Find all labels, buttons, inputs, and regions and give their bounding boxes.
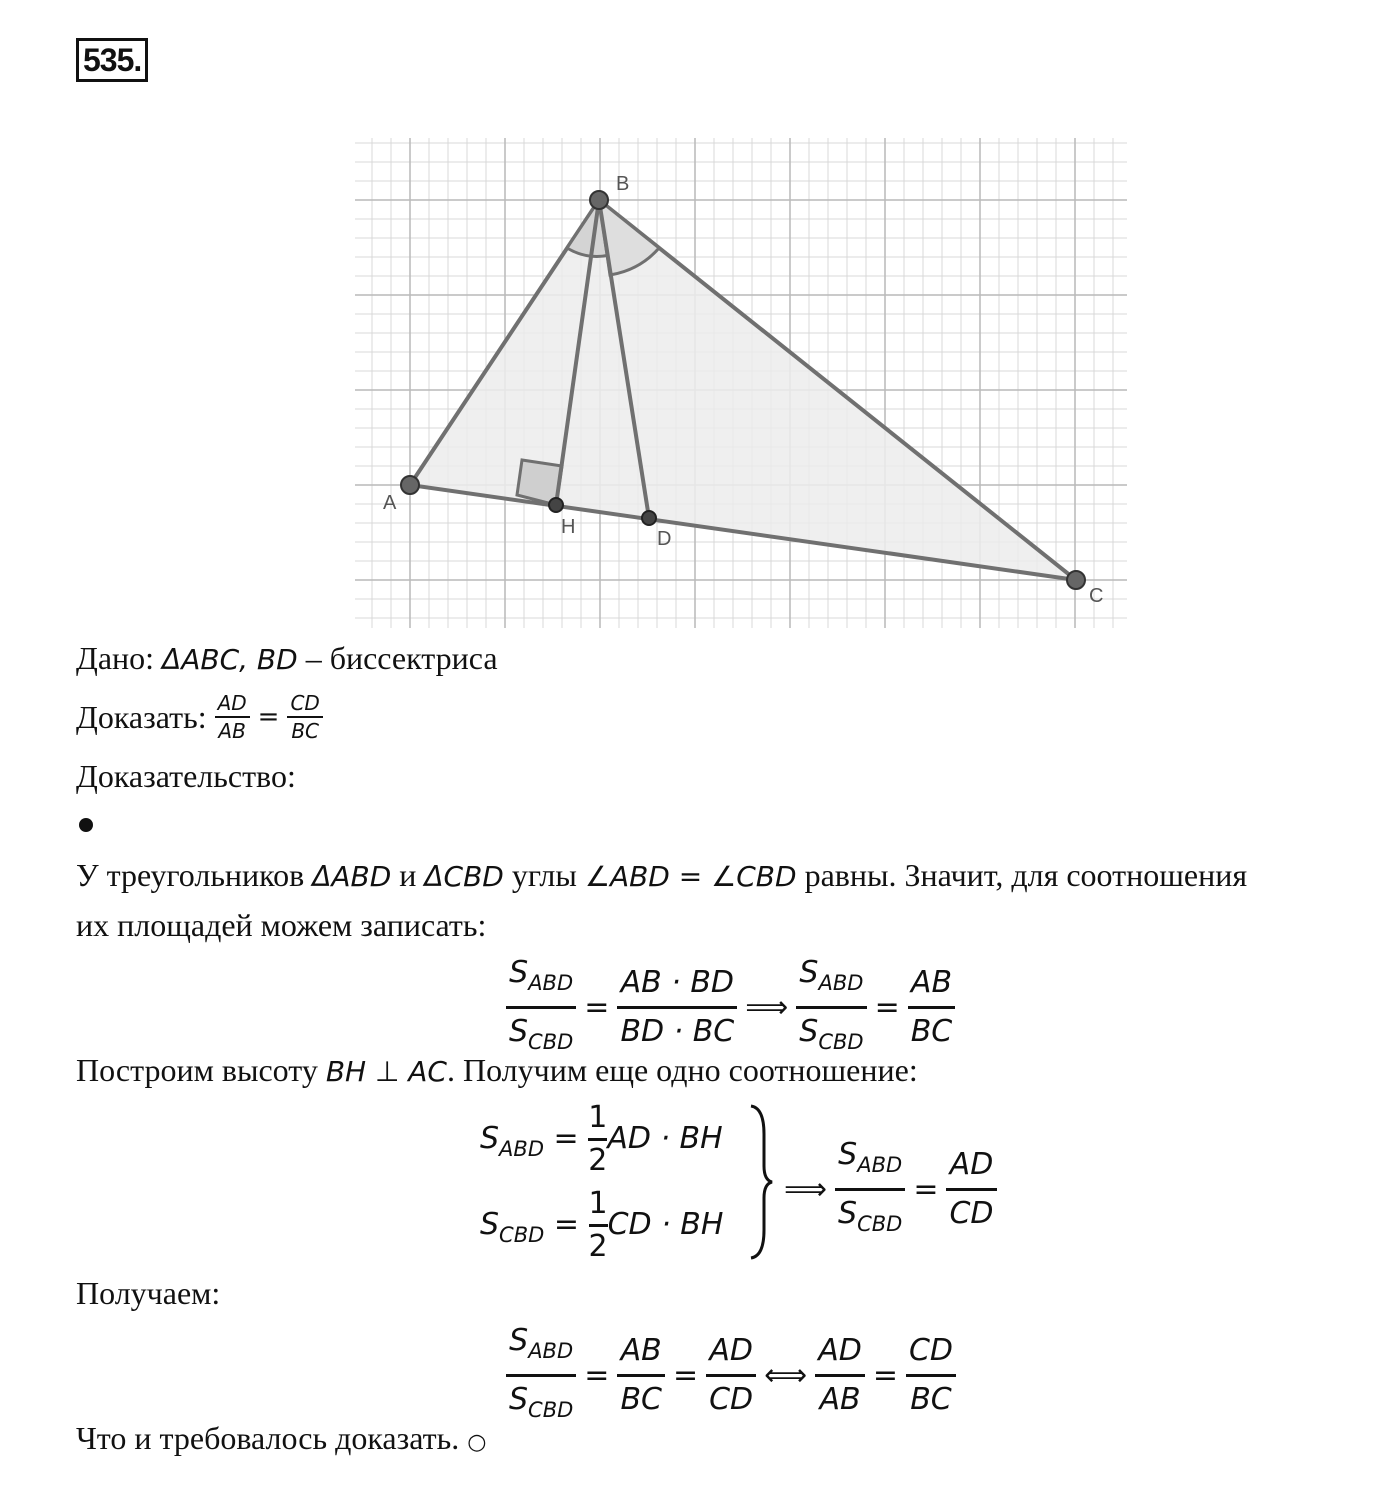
label-h: H (561, 516, 576, 538)
point-c (1067, 571, 1085, 589)
label-d: D (657, 528, 672, 550)
point-h (549, 498, 563, 512)
label-a: A (383, 492, 397, 514)
point-d (642, 511, 656, 525)
equation-3: $\frac{S_{ABD}}{S_{CBD}}$ = $\frac{AB}{BC}$ = $\frac{AD}{CD}$ ⟺ $\frac{AD}{AB}$ = $\frac{CD}{BC}$ (506, 1318, 956, 1433)
prove-lhs: $\frac{AD}{AB}$ (215, 690, 250, 744)
prove-rhs: $\frac{CD}{BC}$ (287, 690, 322, 744)
right-brace-icon (748, 1104, 774, 1260)
paragraph-1: У треугольников ΔABD и ΔCBD углы ∠ABD = ∠CBD равны. Значит, для соотношения (76, 857, 1248, 893)
paragraph-1-line-2: их площадей можем записать: (76, 907, 487, 943)
problem-number: 535. (76, 38, 148, 82)
point-b (590, 191, 608, 209)
given-math: ΔABC, BD (162, 643, 298, 676)
paragraph-2: Построим высоту BH ⊥ AC. Получим еще одно соотношение: (76, 1052, 918, 1088)
triangle-figure (355, 138, 1127, 628)
proof-heading: Доказательство: (76, 758, 296, 794)
given-line: Дано: ΔABC, BD – биссектриса (76, 640, 498, 676)
equation-1: $\frac{S_{ABD}}{S_{CBD}}$ = $\frac{AB \cdot BD}{BD \cdot BC}$ ⟹ $\frac{S_{ABD}}{S_{CBD}}$ = $\frac{AB}{BC}$ (506, 950, 955, 1065)
bullet-icon (79, 818, 93, 832)
eq2-row-2: $S_{CBD}$ = $\frac{1}{2}$ CD · BH (480, 1186, 724, 1264)
eq2-row-1: $S_{ABD}$ = $\frac{1}{2}$ AD · BH (480, 1100, 723, 1178)
qed-circle-icon: ○ (467, 1430, 487, 1455)
paragraph-3: Получаем: (76, 1275, 221, 1311)
label-c: C (1089, 585, 1104, 607)
prove-line: Доказать: $\frac{AD}{AB}$ = $\frac{CD}{BC}$ (76, 690, 323, 744)
conclusion: Что и требовалось доказать. ○ (76, 1420, 487, 1456)
point-a (401, 476, 419, 494)
label-b: B (616, 173, 630, 195)
